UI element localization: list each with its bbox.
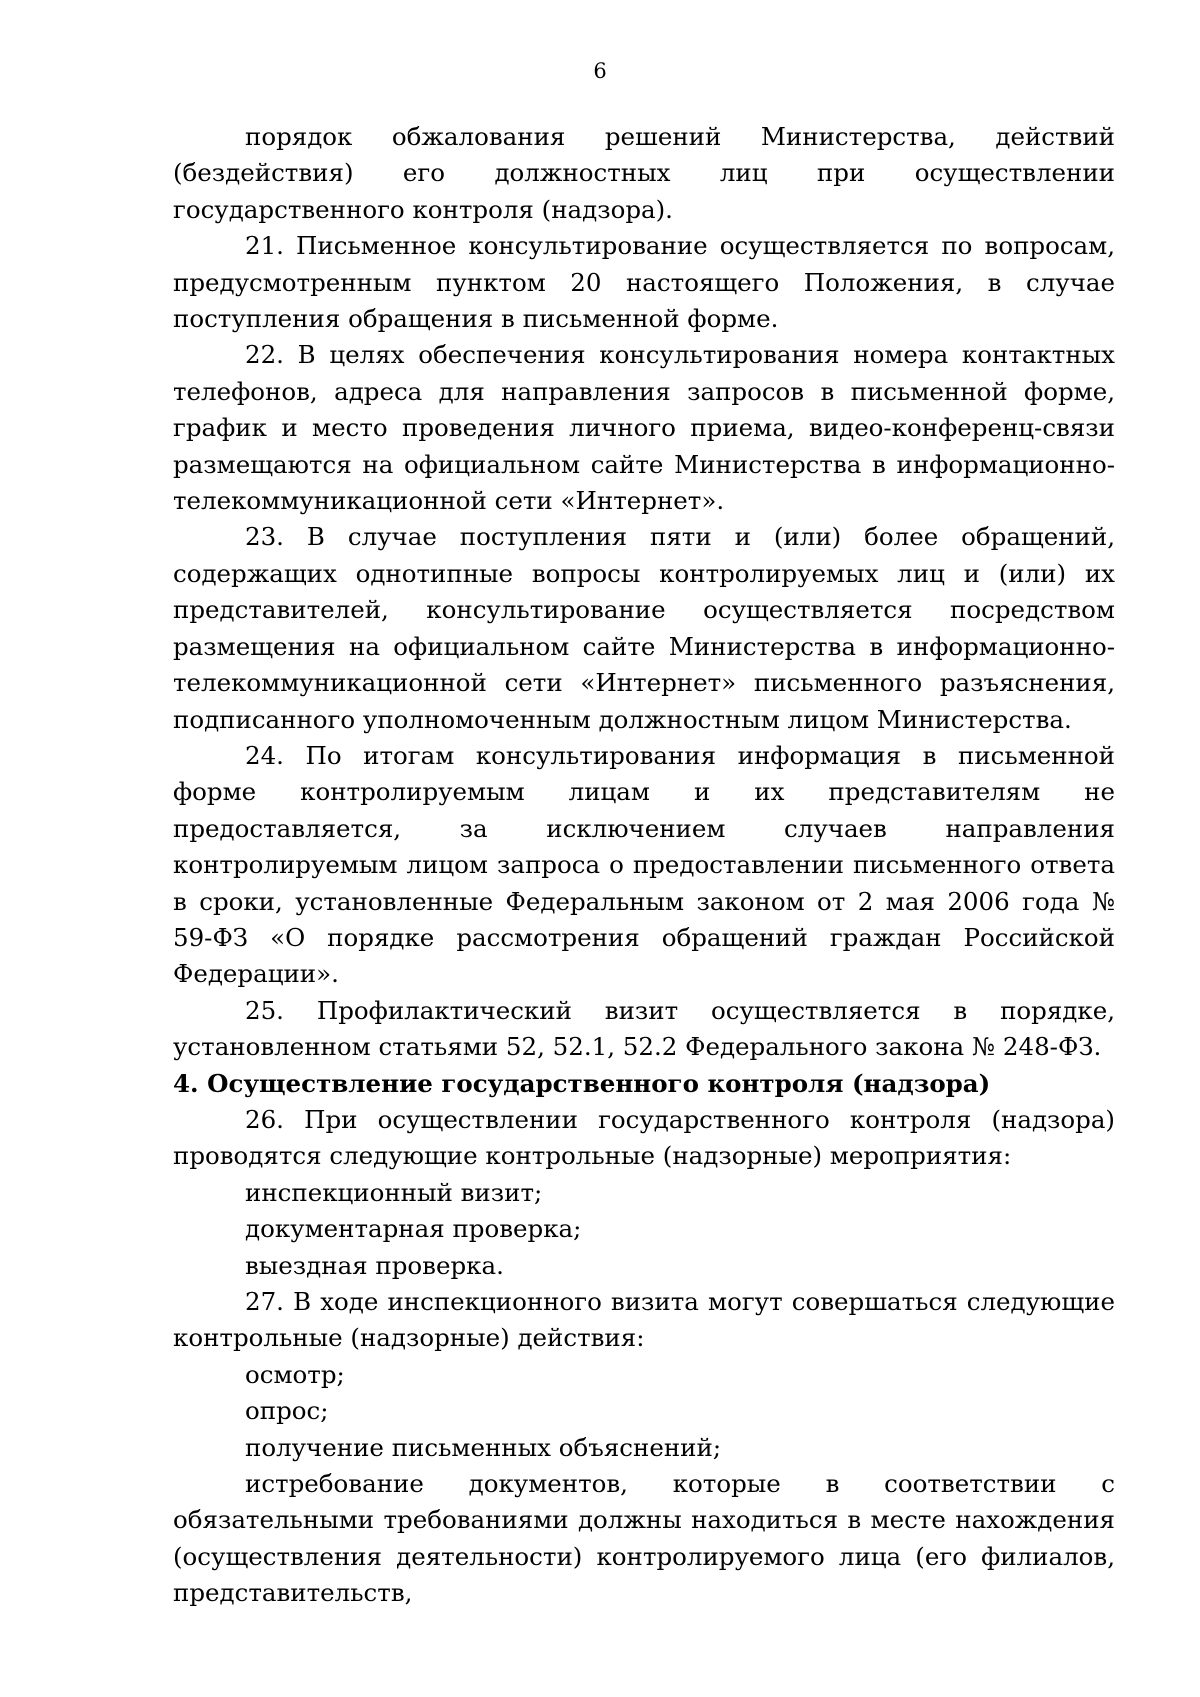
paragraph-21: 21. Письменное консультирование осуществляется по вопросам, предусмотренным пунктом 20 настоящего Положения, в случае поступления обращения в письменной форме. (173, 231, 1115, 334)
paragraph-appeal-procedure: порядок обжалования решений Министерства, действий (бездействия) его должностных лиц при осуществлении государственного контроля (надзора). (173, 122, 1115, 224)
list-item: истребование документов, которые в соответствии с обязательными требованиями должны находиться в месте нахождения (осуществления деятельности) контролируемого лица (его филиалов, представительств, (173, 1469, 1115, 1608)
paragraph-26: 26. При осуществлении государственного контроля (надзора) проводятся следующие контрольные (надзорные) мероприятия: (173, 1104, 1115, 1171)
list-item: получение письменных объяснений; (245, 1432, 722, 1462)
paragraph-23: 23. В случае поступления пяти и (или) более обращений, содержащих однотипные вопросы контролируемых лиц и (или) их представителей, консультирование осуществляется посредством размещения на официальном сайте Министерства в информационно-телекоммуникационной сети «Интернет» письменного разъяснения, подписанного уполномоченным должностным лицом Министерства. (173, 522, 1115, 734)
paragraph-24: 24. По итогам консультирования информация в письменной форме контролируемым лицам и их представителям не предоставляется, за исключением случаев направления контролируемым лицом запроса о предоставлении письменного ответа в сроки, установленные Федеральным законом от 2 мая 2006 года № 59-ФЗ «О порядке рассмотрения обращений граждан Российской Федерации». (173, 740, 1115, 989)
paragraph-27: 27. В ходе инспекционного визита могут совершаться следующие контрольные (надзорные) действия: (173, 1287, 1115, 1353)
list-item: опрос; (245, 1396, 329, 1426)
document-body (173, 119, 1115, 1612)
list-item: выездная проверка. (245, 1250, 504, 1280)
page-number: 6 (593, 59, 607, 83)
list-item: документарная проверка; (245, 1214, 582, 1244)
section-heading: 4. Осуществление государственного контроля (надзора) (173, 1068, 991, 1098)
list-item: инспекционный визит; (245, 1177, 543, 1207)
paragraph-25: 25. Профилактический визит осуществляется в порядке, установленном статьями 52, 52.1, 52.2 Федерального закона № 248-ФЗ. (173, 995, 1115, 1062)
list-item: осмотр; (245, 1359, 345, 1389)
paragraph-22: 22. В целях обеспечения консультирования номера контактных телефонов, адреса для направления запросов в письменной форме, график и место проведения личного приема, видео-конференц-связи размещаются на официальном сайте Министерства в информационно-телекоммуникационной сети «Интернет». (173, 340, 1115, 516)
